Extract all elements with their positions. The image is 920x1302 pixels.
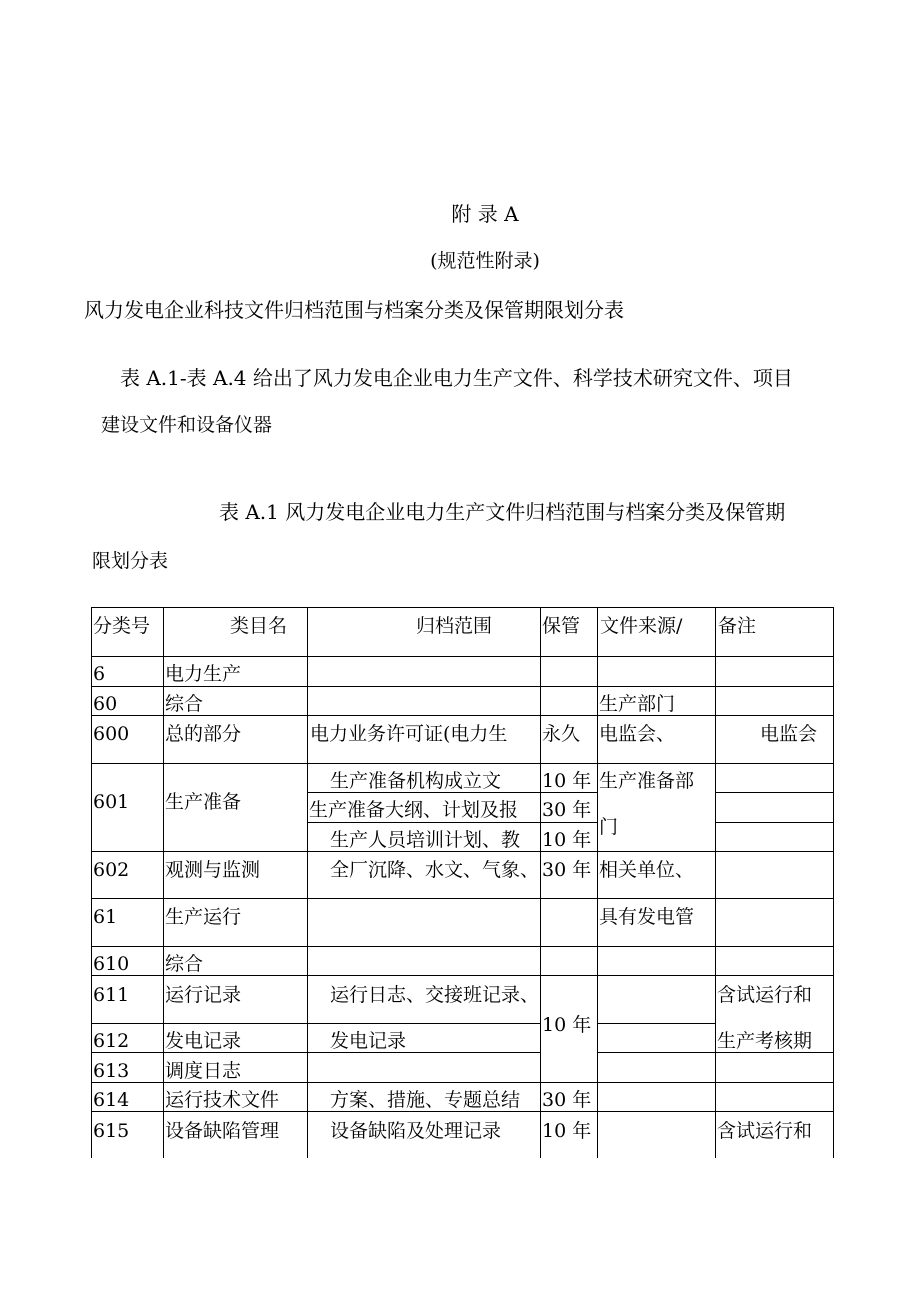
cell-retention: 10 年 — [542, 770, 592, 792]
cell-code: 61 — [93, 906, 118, 928]
cell-category: 调度日志 — [165, 1060, 242, 1082]
cell-category: 总的部分 — [165, 723, 242, 745]
header-code: 分类号 — [93, 615, 151, 637]
table-caption-line-2: 限划分表 — [92, 550, 169, 572]
table-rule — [91, 607, 834, 608]
cell-category: 生产准备 — [165, 791, 242, 813]
cell-source: 电监会、 — [599, 723, 676, 745]
cell-scope: 方案、措施、专题总结 — [330, 1089, 521, 1111]
cell-code: 601 — [93, 791, 130, 813]
cell-source: 具有发电管 — [599, 906, 695, 928]
cell-source: 相关单位、 — [599, 859, 695, 881]
cell-code: 611 — [93, 984, 130, 1006]
appendix-subtitle: (规范性附录) — [430, 250, 540, 272]
header-category: 类目名 — [230, 615, 288, 637]
cell-remarks: 电监会 — [760, 723, 818, 745]
cell-remarks: 含试运行和 — [717, 1120, 813, 1142]
cell-scope: 电力业务许可证(电力生 — [310, 723, 508, 745]
cell-scope: 发电记录 — [330, 1030, 407, 1052]
table-rule — [91, 946, 834, 947]
table-rule — [715, 822, 834, 823]
table-column-rule — [91, 607, 92, 1158]
table-column-rule — [163, 607, 164, 1158]
table-rule — [91, 686, 834, 687]
cell-category: 生产运行 — [165, 906, 242, 928]
table-rule — [91, 1023, 541, 1024]
document-title: 风力发电企业科技文件归档范围与档案分类及保管期限划分表 — [84, 298, 624, 322]
cell-category: 综合 — [165, 693, 204, 715]
cell-category: 电力生产 — [165, 663, 242, 685]
cell-scope: 设备缺陷及处理记录 — [330, 1120, 502, 1142]
cell-code: 612 — [93, 1030, 130, 1052]
header-retention: 保管 — [542, 615, 581, 637]
cell-code: 614 — [93, 1089, 130, 1111]
cell-category: 设备缺陷管理 — [165, 1120, 280, 1142]
table-rule — [91, 763, 834, 764]
table-rule — [91, 898, 834, 899]
cell-code: 613 — [93, 1060, 130, 1082]
cell-retention: 10 年 — [542, 829, 592, 851]
cell-category: 运行记录 — [165, 984, 242, 1006]
table-rule — [715, 792, 834, 793]
cell-retention: 永久 — [542, 723, 581, 745]
cell-code: 60 — [93, 693, 118, 715]
cell-scope: 全厂沉降、水文、气象、 — [330, 859, 539, 881]
cell-retention: 10 年 — [542, 1014, 592, 1036]
table-rule — [307, 822, 598, 823]
cell-source: 生产准备部 — [599, 770, 695, 792]
cell-scope: 生产人员培训计划、教 — [330, 829, 521, 851]
cell-code: 602 — [93, 859, 130, 881]
table-column-rule — [540, 607, 541, 1158]
table-column-rule — [307, 607, 308, 1158]
table-column-rule — [833, 607, 834, 1158]
cell-code: 6 — [93, 663, 106, 685]
cell-scope: 运行日志、交接班记录、 — [330, 984, 539, 1006]
cell-category: 综合 — [165, 953, 204, 975]
table-column-rule — [597, 607, 598, 1158]
appendix-title: 附 录 A — [451, 202, 519, 226]
table-rule — [597, 1023, 716, 1024]
cell-scope: 生产准备机构成立文 — [330, 770, 502, 792]
cell-category: 发电记录 — [165, 1030, 242, 1052]
table-rule — [91, 656, 834, 657]
cell-remarks: 生产考核期 — [717, 1030, 813, 1052]
intro-paragraph-line-1: 表 A.1-表 A.4 给出了风力发电企业电力生产文件、科学技术研究文件、项目 — [120, 366, 793, 390]
cell-retention: 30 年 — [542, 799, 592, 821]
table-column-rule — [715, 607, 716, 1158]
cell-source: 生产部门 — [599, 693, 676, 715]
table-column-rule — [833, 1111, 834, 1158]
cell-category: 运行技术文件 — [165, 1089, 280, 1111]
cell-code: 600 — [93, 723, 130, 745]
cell-remarks: 含试运行和 — [717, 984, 813, 1006]
cell-retention: 30 年 — [542, 859, 592, 881]
cell-retention: 10 年 — [542, 1120, 592, 1142]
header-remarks: 备注 — [718, 615, 757, 637]
header-source: 文件来源/ — [600, 615, 683, 637]
cell-source: 门 — [599, 816, 619, 838]
cell-category: 观测与监测 — [165, 859, 261, 881]
header-scope: 归档范围 — [416, 615, 493, 637]
cell-code: 610 — [93, 953, 130, 975]
cell-retention: 30 年 — [542, 1089, 592, 1111]
cell-code: 615 — [93, 1120, 130, 1142]
table-caption-line-1: 表 A.1 风力发电企业电力生产文件归档范围与档案分类及保管期 — [219, 500, 786, 524]
cell-scope: 生产准备大纲、计划及报 — [309, 799, 519, 821]
intro-paragraph-line-2: 建设文件和设备仪器 — [101, 414, 273, 436]
